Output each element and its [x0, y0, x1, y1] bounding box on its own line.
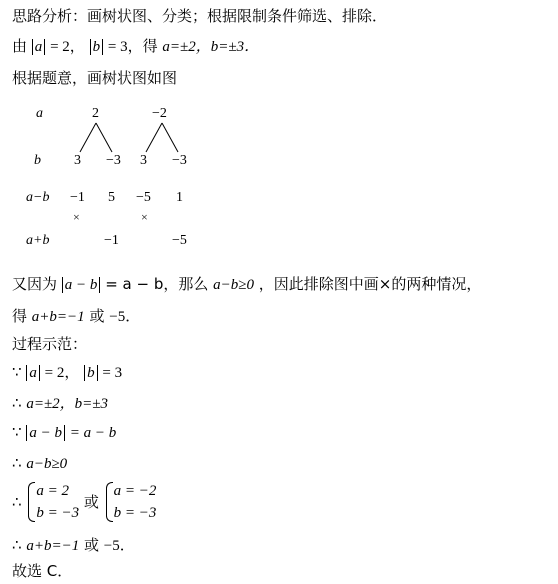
b-node-4: −3 [172, 153, 187, 168]
proof-step-2-expr: a=±2，b=±3 [26, 396, 109, 412]
proof-step-1 [12, 362, 122, 383]
abs-a-minus-b: a − b [62, 277, 101, 293]
therefore-symbol-4: ∴ [12, 536, 22, 554]
system-2 [104, 480, 157, 524]
eq-2: = 2， [50, 39, 85, 55]
tree-diagram [0, 100, 240, 260]
top-node-1: 2 [92, 106, 99, 121]
system-or: 或 [83, 493, 99, 511]
system-1-eq-a: a = 2 [36, 483, 69, 499]
branch-2 [96, 123, 112, 152]
abs-a-proof: a [26, 365, 40, 381]
analysis-line: 思路分析：画树状图、分类；根据限制条件筛选、排除． [12, 7, 388, 25]
proof-step-2 [12, 393, 108, 414]
branch-4 [162, 123, 178, 152]
proof-eq-2: = 2， [44, 365, 80, 381]
b-node-1: 3 [74, 153, 81, 168]
top-node-2: −2 [152, 106, 167, 121]
therefore-symbol-2: ∴ [12, 454, 22, 472]
eq-3: = 3，得 [107, 39, 158, 55]
b-node-2: −3 [106, 153, 121, 168]
abs-b: b [90, 39, 104, 55]
system-2-eq-b: b = −3 [113, 505, 157, 521]
row-label-a: a [36, 106, 43, 121]
row-label-a-plus-b: a+b [26, 233, 50, 248]
branch-3 [146, 123, 162, 152]
proof-step-5 [12, 480, 156, 524]
diff-4: 1 [176, 190, 183, 205]
system-2-eq-a: a = −2 [113, 483, 157, 499]
diff-1: −1 [70, 190, 85, 205]
b-node-3: 3 [140, 153, 147, 168]
given-result: a=±2，b=±3． [162, 39, 260, 55]
answer-line: 故选 C． [12, 562, 73, 580]
therefore-symbol: ∴ [12, 394, 22, 412]
condition-prefix: 又因为 [12, 275, 58, 293]
abs-a: a [32, 39, 46, 55]
condition-mid: = a − b，那么 [105, 275, 209, 293]
proof-step-6-value: −5． [103, 538, 135, 554]
branch-1 [80, 123, 96, 152]
proof-step-3 [12, 422, 116, 443]
proof-step-6-expr: a+b=−1 [26, 538, 80, 554]
row-label-a-minus-b: a−b [26, 190, 50, 205]
proof-step-4 [12, 453, 67, 474]
result-value: −5． [109, 309, 141, 325]
diff-2: 5 [108, 190, 115, 205]
result-line [12, 306, 140, 327]
because-symbol-2: ∵ [12, 423, 22, 441]
given-line [12, 36, 259, 57]
sum-1: −1 [104, 233, 119, 248]
tree-intro: 根据题意，画树状图如图 [12, 69, 178, 87]
exclude-mark-2: × [141, 210, 148, 224]
result-expr: a+b=−1 [31, 309, 85, 325]
sum-2: −5 [172, 233, 187, 248]
therefore-symbol-3: ∴ [12, 493, 22, 511]
proof-step-4-expr: a−b≥0 [26, 456, 68, 472]
result-prefix: 得 [12, 307, 28, 325]
system-1 [26, 480, 79, 524]
abs-a-minus-b-proof: a − b [26, 425, 65, 441]
system-1-eq-b: b = −3 [36, 505, 80, 521]
proof-step-6 [12, 535, 135, 556]
exclude-mark-1: × [73, 210, 80, 224]
because-symbol: ∵ [12, 363, 22, 381]
proof-eq-3: = 3 [102, 365, 123, 381]
given-prefix: 由 [12, 37, 28, 55]
proof-step-6-or: 或 [83, 536, 99, 554]
row-label-b: b [34, 153, 41, 168]
result-or: 或 [89, 307, 105, 325]
condition-expr: a−b≥0 [213, 277, 254, 293]
condition-post: ，因此排除图中画×的两种情况， [258, 275, 482, 293]
abs-b-proof: b [84, 365, 98, 381]
proof-step-3-eq: = a − b [69, 425, 117, 441]
condition-line [12, 274, 481, 295]
process-heading: 过程示范： [12, 335, 88, 353]
diff-3: −5 [136, 190, 151, 205]
